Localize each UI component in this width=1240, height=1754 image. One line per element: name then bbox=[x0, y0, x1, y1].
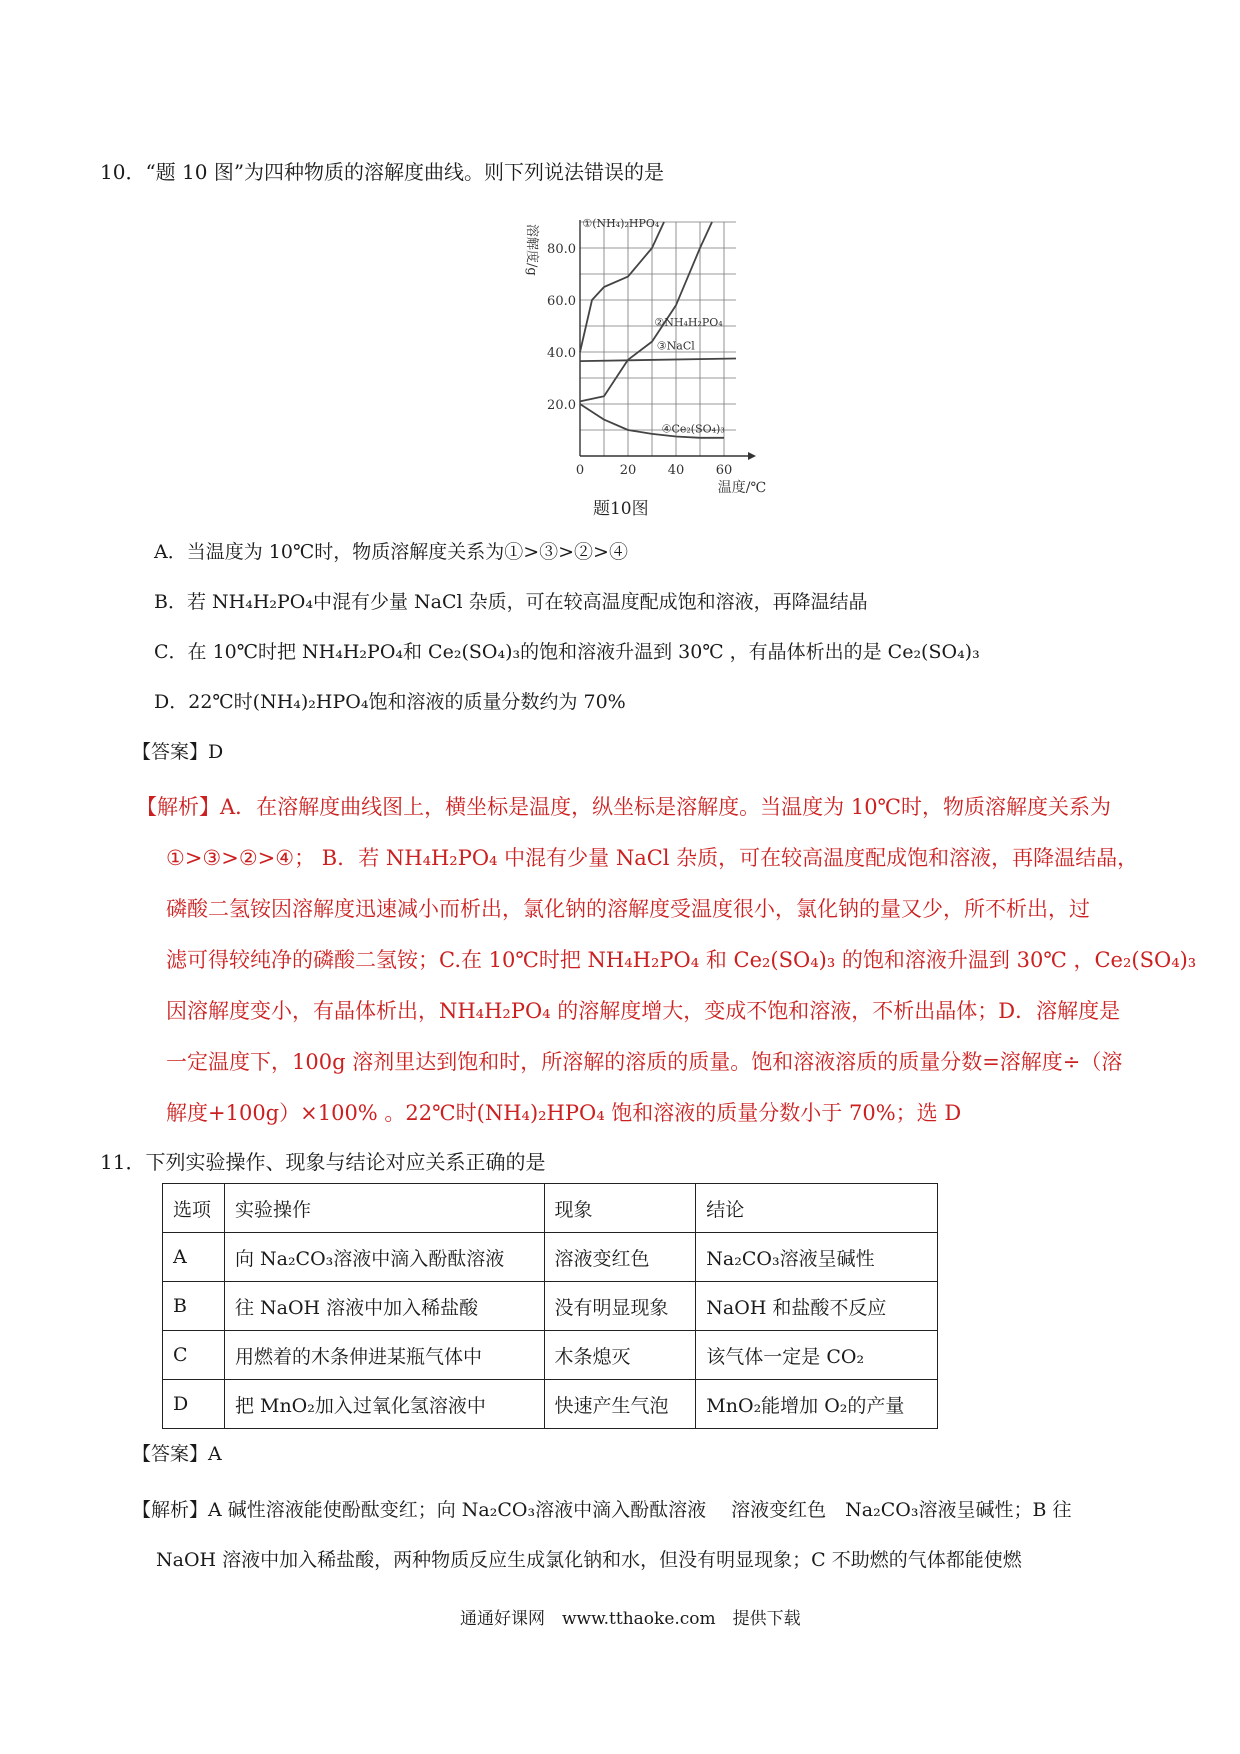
analysis-10-line: 【解析】A．在溶解度曲线图上，横坐标是温度，纵坐标是溶解度。当温度为 10℃时，物质溶解度关系为 bbox=[136, 795, 1112, 819]
table-header-row bbox=[163, 1184, 938, 1233]
answer-10: 【答案】D bbox=[132, 741, 224, 763]
analysis-10-line: 因溶解度变小，有晶体析出，NH₄H₂PO₄ 的溶解度增大，变成不饱和溶液，不析出晶体；D．溶解度是 bbox=[166, 999, 1121, 1023]
x-axis-label: 温度/℃ bbox=[717, 480, 767, 496]
option-a: A．当温度为 10℃时，物质溶解度关系为①>③>②>④ bbox=[154, 541, 628, 563]
header-cell: 结论 bbox=[696, 1184, 938, 1233]
x-tick-label: 20 bbox=[619, 463, 637, 478]
y-tick-label: 80.0 bbox=[547, 242, 576, 257]
question-11-stem: 11．下列实验操作、现象与结论对应关系正确的是 bbox=[100, 1150, 546, 1174]
x-tick-label: 60 bbox=[715, 463, 733, 478]
table-cell: 用燃着的木条伸进某瓶气体中 bbox=[224, 1331, 544, 1380]
experiment-table bbox=[162, 1183, 938, 1429]
analysis-10-line: 解度+100g）×100% 。22℃时(NH₄)₂HPO₄ 饱和溶液的质量分数小于 70%；选 D bbox=[166, 1101, 962, 1125]
table-cell: 往 NaOH 溶液中加入稀盐酸 bbox=[224, 1282, 544, 1331]
analysis-11-line: 【解析】A 碱性溶液能使酚酞变红；向 Na₂CO₃溶液中滴入酚酞溶液 溶液变红色 Na₂CO₃溶液呈碱性；B 往 bbox=[132, 1499, 1072, 1521]
series-label: ③NaCl bbox=[656, 339, 695, 353]
y-tick-label: 60.0 bbox=[547, 294, 576, 309]
series-label: ①(NH₄)₂HPO₄ bbox=[582, 217, 660, 231]
x-tick-label: 40 bbox=[667, 463, 685, 478]
header-cell: 选项 bbox=[163, 1184, 225, 1233]
table-cell: A bbox=[163, 1233, 225, 1282]
option-d: D．22℃时(NH₄)₂HPO₄饱和溶液的质量分数约为 70% bbox=[154, 691, 626, 713]
table-cell: MnO₂能增加 O₂的产量 bbox=[696, 1380, 938, 1429]
option-c: C．在 10℃时把 NH₄H₂PO₄和 Ce₂(SO₄)₃的饱和溶液升温到 30℃ ，有晶体析出的是 Ce₂(SO₄)₃ bbox=[154, 641, 980, 663]
question-10-stem: 10．“题 10 图”为四种物质的溶解度曲线。则下列说法错误的是 bbox=[100, 160, 665, 184]
analysis-11-line: NaOH 溶液中加入稀盐酸，两种物质反应生成氯化钠和水，但没有明显现象；C 不助燃的气体都能使燃 bbox=[156, 1549, 1022, 1571]
option-b: B．若 NH₄H₂PO₄中混有少量 NaCl 杂质，可在较高温度配成饱和溶液，再降温结晶 bbox=[154, 591, 868, 613]
chart-caption: 题10图 bbox=[592, 499, 649, 519]
table-cell: 没有明显现象 bbox=[544, 1282, 696, 1331]
table-cell: 木条熄灭 bbox=[544, 1331, 696, 1380]
table-cell: B bbox=[163, 1282, 225, 1331]
table-cell: 溶液变红色 bbox=[544, 1233, 696, 1282]
analysis-10-line: 磷酸二氢铵因溶解度迅速减小而析出，氯化钠的溶解度受温度很小，氯化钠的量又少，所不析出，过 bbox=[166, 897, 1090, 921]
x-axis-arrow bbox=[748, 452, 756, 460]
y-axis-label: 溶解度/g bbox=[524, 224, 539, 276]
table-row bbox=[163, 1331, 938, 1380]
series-line-3 bbox=[580, 359, 736, 362]
y-tick-label: 40.0 bbox=[547, 346, 576, 361]
table-cell: 快速产生气泡 bbox=[544, 1380, 696, 1429]
analysis-10-line: ①>③>②>④； B．若 NH₄H₂PO₄ 中混有少量 NaCl 杂质，可在较高温度配成饱和溶液，再降温结晶， bbox=[166, 846, 1139, 870]
solubility-chart bbox=[510, 217, 767, 528]
answer-11: 【答案】A bbox=[132, 1443, 222, 1465]
page-footer: 通通好课网 www.tthaoke.com 提供下载 bbox=[460, 1609, 801, 1629]
series-line-1 bbox=[580, 222, 664, 352]
header-cell: 实验操作 bbox=[224, 1184, 544, 1233]
chart-series-group bbox=[580, 222, 736, 438]
table-cell: NaOH 和盐酸不反应 bbox=[696, 1282, 938, 1331]
header-cell: 现象 bbox=[544, 1184, 696, 1233]
table-cell: 把 MnO₂加入过氧化氢溶液中 bbox=[224, 1380, 544, 1429]
analysis-10-line: 一定温度下，100g 溶剂里达到饱和时，所溶解的溶质的质量。饱和溶液溶质的质量分数=溶解度÷（溶 bbox=[166, 1050, 1123, 1074]
table-cell: 该气体一定是 CO₂ bbox=[696, 1331, 938, 1380]
analysis-10-line: 滤可得较纯净的磷酸二氢铵；C.在 10℃时把 NH₄H₂PO₄ 和 Ce₂(SO₄)₃ 的饱和溶液升温到 30℃ ，Ce₂(SO₄)₃ bbox=[166, 948, 1197, 972]
table-cell: C bbox=[163, 1331, 225, 1380]
x-tick-label: 0 bbox=[575, 463, 585, 478]
chart-labels-group bbox=[524, 217, 766, 519]
table-row bbox=[163, 1233, 938, 1282]
table-row bbox=[163, 1380, 938, 1429]
table-cell: Na₂CO₃溶液呈碱性 bbox=[696, 1233, 938, 1282]
table-cell: D bbox=[163, 1380, 225, 1429]
series-line-2 bbox=[580, 222, 712, 401]
series-label: ②NH₄H₂PO₄ bbox=[654, 316, 723, 329]
table-row bbox=[163, 1282, 938, 1331]
y-tick-label: 20.0 bbox=[547, 398, 576, 413]
table-cell: 向 Na₂CO₃溶液中滴入酚酞溶液 bbox=[224, 1233, 544, 1282]
series-label: ④Ce₂(SO₄)₃ bbox=[661, 422, 725, 436]
